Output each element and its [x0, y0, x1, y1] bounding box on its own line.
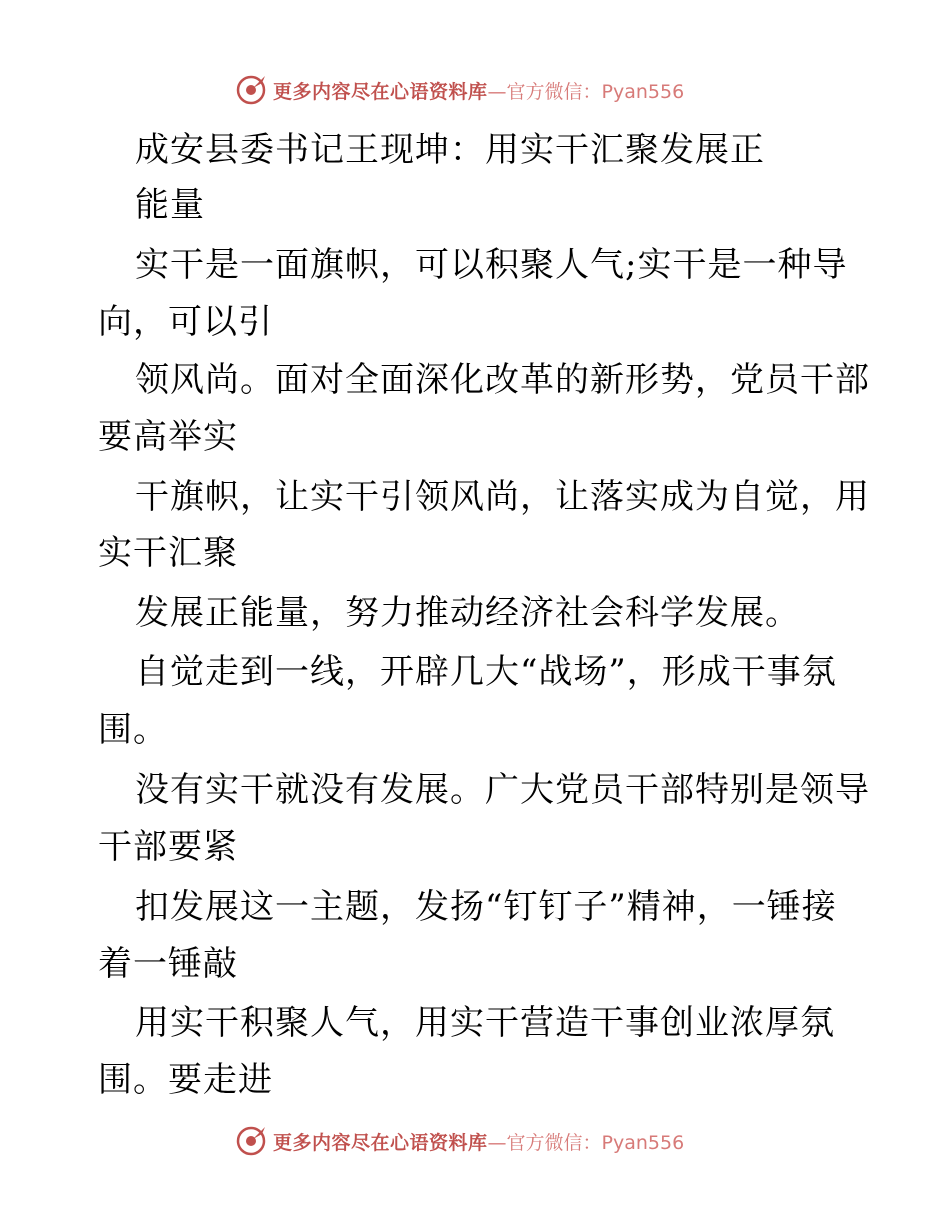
text-line: 用实干积聚人气，用实干营造干事创业浓厚氛 [135, 1003, 835, 1043]
text-line: 发展正能量，努力推动经济社会科学发展。 [135, 593, 800, 633]
text-line: 自觉走到一线，开辟几大“战场”，形成干事氛 [135, 652, 837, 692]
watermark-banner-bottom [235, 1123, 684, 1159]
quill-circle-icon [235, 74, 267, 106]
text-line: 向，可以引 [98, 302, 273, 342]
text-line: 能量 [135, 185, 205, 225]
text-line: 实干是一面旗帜，可以积聚人气;实干是一种导 [135, 245, 848, 285]
text-line: 领风尚。面对全面深化改革的新形势，党员干部 [135, 360, 870, 400]
text-line: 干旗帜，让实干引领风尚，让落实成为自觉，用 [135, 477, 870, 517]
watermark-banner-top [235, 72, 684, 108]
watermark-main-text: 更多内容尽在心语资料库 [273, 80, 488, 103]
text-line: 扣发展这一主题，发扬“钉钉子”精神，一锤接 [135, 887, 837, 927]
text-line: 围。要走进 [98, 1060, 273, 1100]
watermark-sub-text: —官方微信：Pyan556 [487, 80, 685, 103]
text-line: 要高举实 [98, 417, 238, 457]
watermark-main-text: 更多内容尽在心语资料库 [273, 1131, 488, 1154]
text-line: 成安县委书记王现坤：用实干汇聚发展正 [135, 130, 765, 170]
text-line: 没有实干就没有发展。广大党员干部特别是领导 [135, 770, 870, 810]
text-line: 围。 [98, 710, 168, 750]
text-line: 着一锤敲 [98, 944, 238, 984]
text-line: 实干汇聚 [98, 533, 238, 573]
text-line: 干部要紧 [98, 827, 238, 867]
watermark-sub-text: —官方微信：Pyan556 [487, 1131, 685, 1154]
quill-circle-icon [235, 1125, 267, 1157]
